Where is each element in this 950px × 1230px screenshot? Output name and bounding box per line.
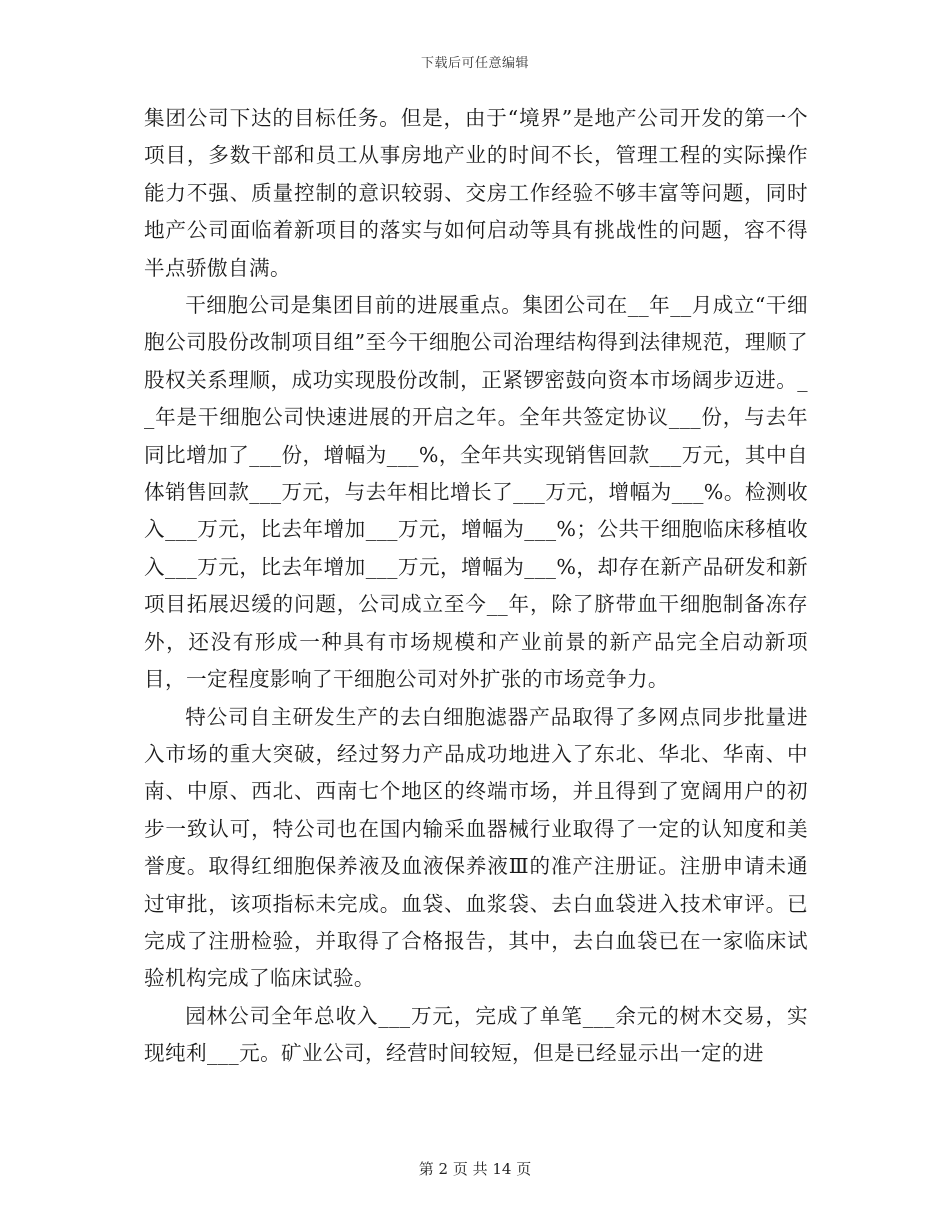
paragraph-4: 园林公司全年总收入___万元，完成了单笔___余元的树木交易，实现纯利___元。矿业公司，经营时间较短，但是已经显示出一定的进 <box>144 1003 808 1066</box>
paragraph-3: 特公司自主研发生产的去白细胞滤器产品取得了多网点同步批量进入市场的重大突破，经过努力产品成功地进入了东北、华北、华南、中南、中原、西北、西南七个地区的终端市场，并且得到了宽阔用户的初步一致认可，特公司也在国内输采血器械行业取得了一定的认知度和美誉度。取得红细胞保养液及血液保养液Ⅲ的准产注册证。注册申请未通过审批，该项指标未完成。血袋、血浆袋、去白血袋进入技术审评。已完成了注册检验，并取得了合格报告，其中，去白血袋已在一家临床试验机构完成了临床试验。 <box>144 704 808 991</box>
document-body <box>144 100 808 1073</box>
paragraph-1: 集团公司下达的目标任务。但是，由于“境界”是地产公司开发的第一个项目，多数干部和员工从事房地产业的时间不长，管理工程的实际操作能力不强、质量控制的意识较弱、交房工作经验不够丰富等问题，同时地产公司面临着新项目的落实与如何启动等具有挑战性的问题，容不得半点骄傲自满。 <box>144 106 808 280</box>
page-number-footer: 第 2 页 共 14 页 <box>418 1160 532 1178</box>
paragraph-2: 干细胞公司是集团目前的进展重点。集团公司在__年__月成立“干细胞公司股份改制项目组”至今干细胞公司治理结构得到法律规范，理顺了股权关系理顺，成功实现股份改制，正紧锣密鼓向资本市场阔步迈进。__年是干细胞公司快速进展的开启之年。全年共签定协议___份，与去年同比增加了___份，增幅为___%，全年共实现销售回款___万元，其中自体销售回款___万元，与去年相比增长了___万元，增幅为___%。检测收入___万元，比去年增加___万元，增幅为___%；公共干细胞临床移植收入___万元，比去年增加___万元，增幅为___%，却存在新产品研发和新项目拓展迟缓的问题，公司成立至今__年，除了脐带血干细胞制备冻存外，还没有形成一种具有市场规模和产业前景的新产品完全启动新项目，一定程度影响了干细胞公司对外扩张的市场竞争力。 <box>144 293 808 692</box>
page-header: 下载后可任意编辑 <box>420 56 529 71</box>
